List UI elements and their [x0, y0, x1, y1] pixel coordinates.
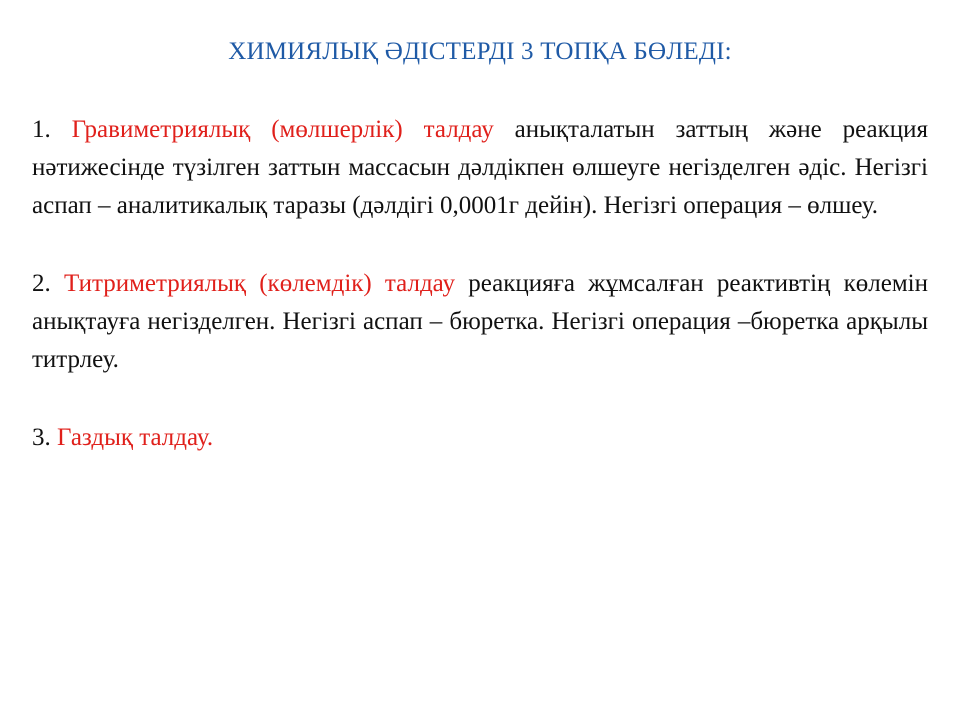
method-item-titrimetric: [32, 265, 928, 379]
method-name: Гравиметриялық (мөлшерлік) талдау: [71, 116, 494, 143]
slide-title: ХИМИЯЛЫҚ ӘДІСТЕРДІ 3 ТОПҚА БӨЛЕДІ:: [228, 38, 732, 65]
item-number: 2.: [32, 270, 51, 297]
method-description: анықталатын заттың және реакция нәтижесінде түзілген заттын массасын дәлдікпен өлшеуге негізделген әдіс. Негізгі аспап – аналитикалық таразы (дәлдігі 0,0001г дейін). Негізгі операция – өлшеу.: [32, 116, 928, 219]
method-name: Титриметриялық (көлемдік) талдау: [63, 270, 456, 297]
method-name: Газдық талдау.: [57, 424, 214, 451]
slide-content: [32, 111, 928, 497]
method-item-gas: [32, 419, 928, 457]
item-number: 3.: [32, 424, 51, 451]
method-item-gravimetric: [32, 111, 928, 225]
item-number: 1.: [32, 116, 51, 143]
method-description: реакцияға жұмсалған реактивтің көлемін анықтауға негізделген. Негізгі аспап – бюретка. Негізгі операция –бюретка арқылы титрлеу.: [32, 270, 928, 373]
